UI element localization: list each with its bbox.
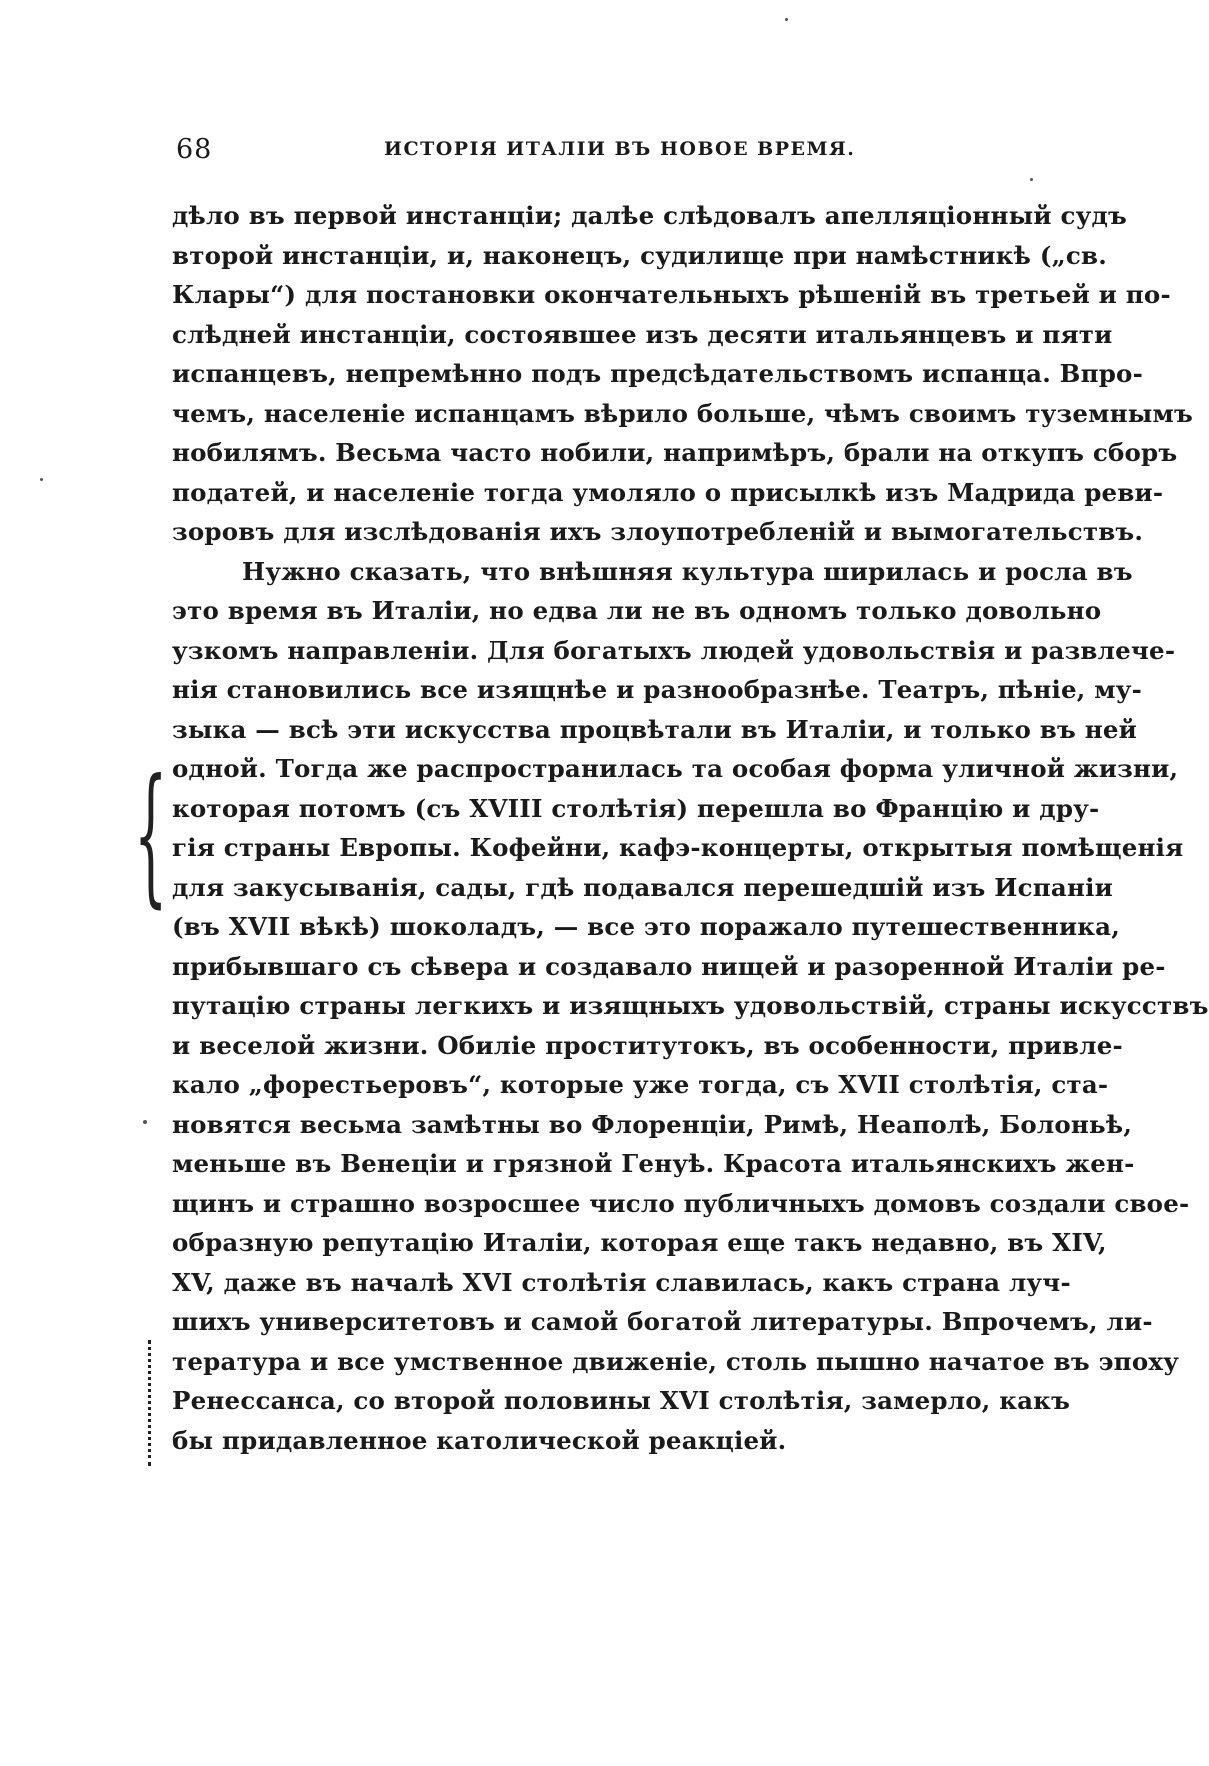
paragraph-start-line: Нужно сказать, что внѣшняя культура ширилась и росла въ xyxy=(242,556,1133,586)
text-line: Ренессанса, со второй половины XVI столѣтія, замерло, какъ xyxy=(172,1386,1071,1415)
text-line: и веселой жизни. Обиліе проститутокъ, въ особенности, привле- xyxy=(172,1030,1123,1060)
running-title: ИСТОРІЯ ИТАЛІИ ВЪ НОВОЕ ВРЕМЯ. xyxy=(384,138,856,160)
margin-bracket: { xyxy=(134,748,168,922)
text-line: путацію страны легкихъ и изящныхъ удовольствій, страны искусствъ xyxy=(172,991,1209,1020)
text-line: податей, и населеніе тогда умоляло о присылкѣ изъ Мадрида реви- xyxy=(172,477,1164,507)
print-speck xyxy=(40,478,43,481)
text-line: тература и все умственное движеніе, столь пышно начатое въ эпоху xyxy=(172,1346,1180,1376)
text-line: испанцевъ, непремѣнно подъ предсѣдательствомъ испанца. Впро- xyxy=(172,359,1143,388)
text-line: одной. Тогда же распространилась та особая форма уличной жизни, xyxy=(172,754,1179,783)
margin-mark xyxy=(148,1340,153,1466)
text-line: образную репутацію Италіи, которая еще такъ недавно, въ XIV, xyxy=(172,1228,1107,1257)
text-line: бы придавленное католической реакціей. xyxy=(172,1425,787,1455)
text-line: шихъ университетовъ и самой богатой литературы. Впрочемъ, ли- xyxy=(172,1307,1153,1336)
text-line: которая потомъ (съ XVIII столѣтія) перешла во Францію и дру- xyxy=(172,793,1100,823)
text-line: для закусыванія, сады, гдѣ подавался перешедшій изъ Испаніи xyxy=(172,872,1113,902)
text-line: (въ XVII вѣкѣ) шоколадъ, — все это поражало путешественника, xyxy=(172,912,1120,941)
text-line: XV, даже въ началѣ XVI столѣтія славилась, какъ страна луч- xyxy=(172,1267,1071,1297)
text-line: второй инстанціи, и, наконецъ, судилище при намѣстникѣ („св. xyxy=(172,240,1107,270)
text-line: зыка — всѣ эти искусства процвѣтали въ Италіи, и только въ ней xyxy=(172,714,1138,744)
print-speck xyxy=(1030,178,1033,181)
text-line: новятся весьма замѣтны во Флоренціи, Римѣ, Неаполѣ, Болоньѣ, xyxy=(172,1109,1133,1139)
text-line: меньше въ Венеціи и грязной Генуѣ. Красота итальянскихъ жен- xyxy=(172,1149,1135,1178)
text-line: это время въ Италіи, но едва ли не въ одномъ только довольно xyxy=(172,596,1102,625)
text-line: чемъ, населеніе испанцамъ вѣрило больше, чѣмъ своимъ туземнымъ xyxy=(172,398,1194,428)
text-line: кало „форестьеровъ“, которые уже тогда, съ XVII столѣтія, ста- xyxy=(172,1070,1109,1099)
text-line: зоровъ для изслѣдованія ихъ злоупотребленій и вымогательствъ. xyxy=(172,517,1144,546)
text-line: щинъ и страшно возросшее число публичныхъ домовъ создали свое- xyxy=(172,1188,1190,1218)
text-line: Клары“) для постановки окончательныхъ рѣшеній въ третьей и по- xyxy=(172,280,1171,309)
page-number: 68 xyxy=(176,134,213,165)
print-speck xyxy=(143,1120,147,1124)
body-text xyxy=(172,196,1209,1460)
text-line: нобилямъ. Весьма часто нобили, напримѣръ, брали на откупъ сборъ xyxy=(172,438,1178,467)
text-line: нія становились все изящнѣе и разнообразнѣе. Театръ, пѣніе, му- xyxy=(172,675,1142,704)
text-line: гія страны Европы. Кофейни, кафэ-концерты, открытыя помѣщенія xyxy=(172,833,1184,862)
text-line: прибывшаго съ сѣвера и создавало нищей и разоренной Италіи ре- xyxy=(172,951,1166,981)
print-speck xyxy=(785,18,788,21)
text-line: слѣдней инстанціи, состоявшее изъ десяти итальянцевъ и пяти xyxy=(172,319,1113,349)
text-line: дѣло въ первой инстанціи; далѣе слѣдовалъ апелляціонный судъ xyxy=(172,201,1127,230)
text-line: узкомъ направленіи. Для богатыхъ людей удовольствія и развлече- xyxy=(172,635,1176,665)
